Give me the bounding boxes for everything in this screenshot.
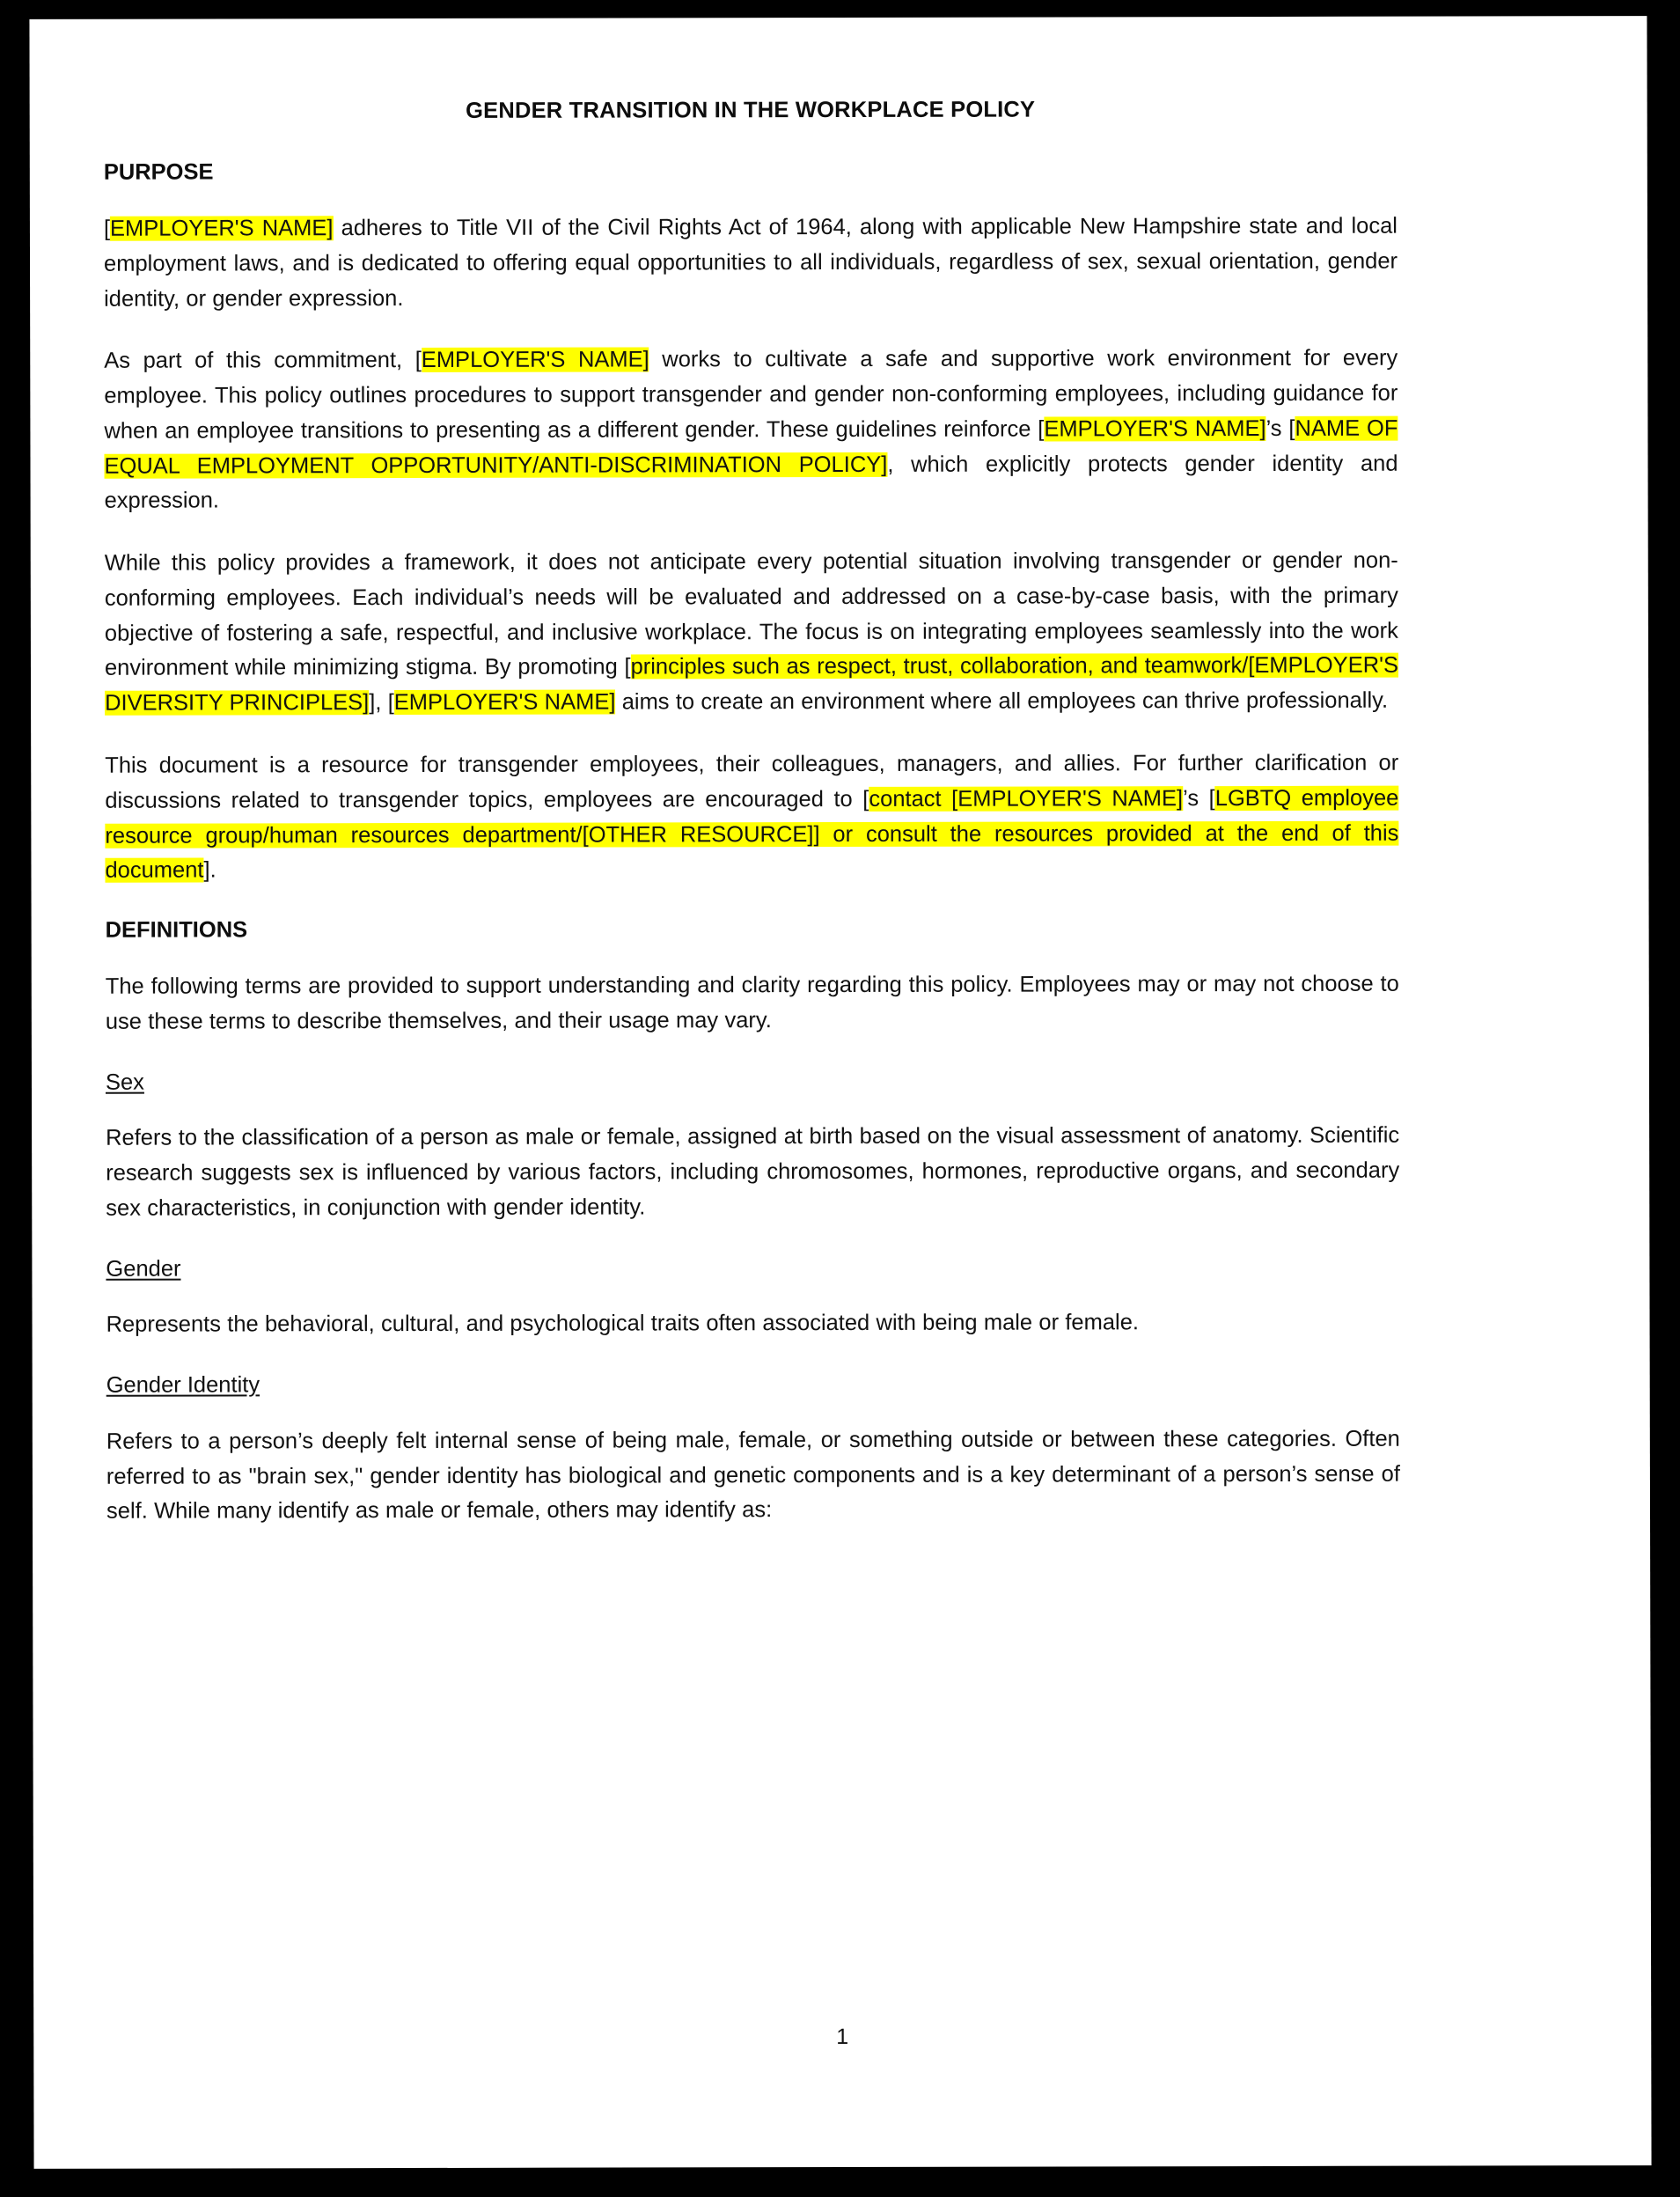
term-label-sex: Sex (105, 1069, 144, 1095)
highlighted-placeholder: LGBTQ employee resource group/human resources department/[OTHER RESOURCE]] or consult the resources provided at the end of this document (105, 785, 1399, 884)
document-page-sheet (29, 16, 1651, 2169)
body-text-run: adheres to Title VII of the Civil Rights Act of 1964, along with applicable New Hampshire state and local employment laws, and is dedicated to offering equal opportunities to all individuals, regardless of sex, sexual orientation, gender identity, or gender expression. (103, 213, 1398, 312)
purpose-paragraph-3 (105, 544, 1398, 722)
term-definition-sex: Refers to the classification of a person as male or female, assigned at birth based on the visual assessment of anatomy. Scientific research suggests sex is influenced by various factors, including chromosomes, hormones, reproductive organs, and secondary sex characteristics, in conjunction with gender identity. (106, 1123, 1400, 1221)
term-label-gender: Gender (106, 1256, 181, 1282)
term-label-gender-identity: Gender Identity (106, 1372, 260, 1398)
purpose-paragraph-1 (104, 209, 1398, 317)
definitions-intro: The following terms are provided to support understanding and clarity regarding this policy. Employees may or may not choose to use these terms to describe themselves, and their usage may vary. (105, 971, 1399, 1034)
page-title: GENDER TRANSITION IN THE WORKPLACE POLICY (466, 97, 1036, 123)
section-heading-definitions: DEFINITIONS (105, 917, 248, 943)
document-body (104, 96, 1400, 1557)
page-content-area (29, 16, 1651, 2169)
body-text-run: aims to create an environment where all employees can thrive professionally. (615, 687, 1389, 715)
highlighted-placeholder: principles such as respect, trust, collaboration, and teamwork/[EMPLOYER'S DIVERSITY PRINCIPLES] (105, 653, 1399, 716)
body-text-run: This document is a resource for transgender employees, their colleagues, managers, and allies. For further clarification or discussions related to transgender topics, employees are encouraged to [ (105, 750, 1399, 813)
term-definition-gender: Represents the behavioral, cultural, and psychological traits often associated with being male or female. (106, 1310, 1140, 1338)
body-text-run: ’s [ (1266, 415, 1295, 441)
purpose-paragraph-4 (105, 746, 1398, 889)
body-text-run: As part of this commitment, [ (104, 348, 422, 374)
body-text-run: ], [ (369, 690, 394, 716)
body-text-run: [ (103, 216, 111, 241)
section-heading-purpose: PURPOSE (103, 159, 214, 185)
highlighted-placeholder: NAME OF EQUAL EMPLOYMENT OPPORTUNITY/ANTI-DISCRIMINATION POLICY] (104, 415, 1398, 479)
highlighted-placeholder: EMPLOYER'S NAME] (110, 216, 334, 241)
purpose-paragraph-2 (104, 342, 1398, 519)
body-text-run: ’s [ (1183, 785, 1215, 811)
body-text-run: works to cultivate a safe and supportive work environment for every employee. This policy outlines procedures to support transgender and gender non-conforming employees, including guidance for when an employee transitions to presenting as a different gender. These guidelines reinforce [ (104, 345, 1398, 444)
highlighted-placeholder: EMPLOYER'S NAME] (393, 689, 616, 716)
page-number-footer: 1 (836, 2024, 849, 2050)
highlighted-placeholder: EMPLOYER'S NAME] (1044, 415, 1266, 442)
body-text-run: ]. (203, 857, 216, 883)
highlighted-placeholder: contact [EMPLOYER'S NAME] (869, 785, 1184, 812)
body-text-run: While this policy provides a framework, it does not anticipate every potential situation involving transgender or gender non-conforming employees. Each individual’s needs will be evaluated and addressed on a case-by-case basis, with the primary objective of fostering a safe, respectful, and inclusive workplace. The focus is on integrating employees seamlessly into the work environment while minimizing stigma. By promoting [ (104, 547, 1398, 681)
highlighted-placeholder: EMPLOYER'S NAME] (421, 347, 649, 373)
body-text-run: , which explicitly protects gender identity and expression. (104, 451, 1398, 514)
term-definition-gender-identity: Refers to a person’s deeply felt internal sense of being male, female, or something outside or between these categories. Often referred to as "brain sex," gender identity has biological and genetic components and is a key determinant of a person’s sense of self. While many identify as male or female, others may identify as: (106, 1426, 1400, 1525)
